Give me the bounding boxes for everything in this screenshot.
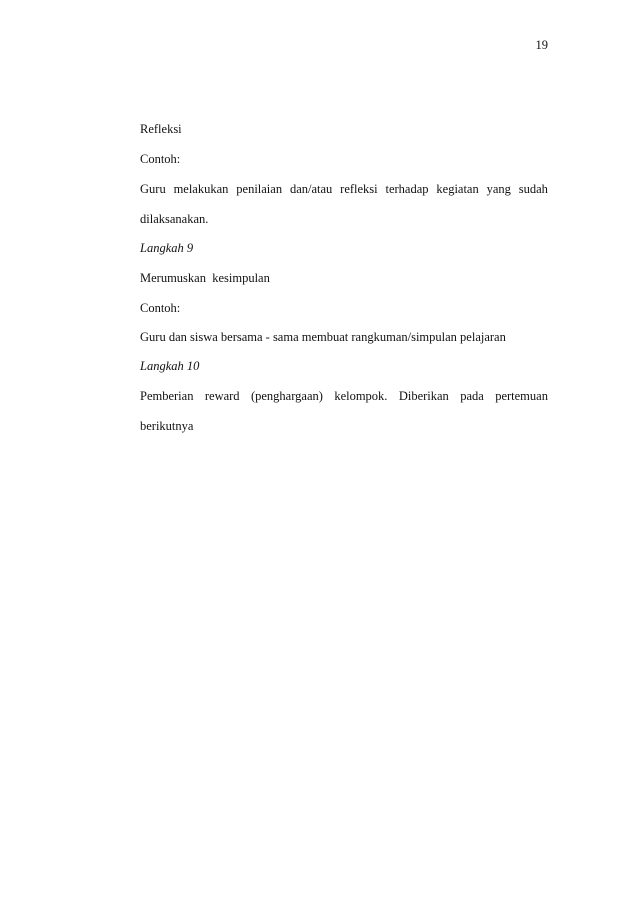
contoh-label: Contoh: xyxy=(140,152,181,166)
word: dan/atau xyxy=(289,182,333,196)
word: terhadap xyxy=(385,182,429,196)
word: reward xyxy=(204,389,240,403)
word: Pemberian xyxy=(140,389,194,403)
refleksi-heading: Refleksi xyxy=(140,122,182,136)
paragraph-2: Guru dan siswa bersama - sama membuat rangkuman/simpulan pelajaran xyxy=(140,330,506,344)
word: kelompok. xyxy=(334,389,388,403)
word: sudah xyxy=(518,182,548,196)
word: kegiatan xyxy=(436,182,479,196)
word: yang xyxy=(486,182,511,196)
word: pertemuan xyxy=(495,389,548,403)
word: Guru xyxy=(140,182,166,196)
word: (penghargaan) xyxy=(250,389,323,403)
word: melakukan xyxy=(173,182,229,196)
merumuskan-text: Merumuskan kesimpulan xyxy=(140,271,270,285)
paragraph-1-line-2: dilaksanakan. xyxy=(140,212,209,226)
paragraph-1-line-1 xyxy=(140,181,548,197)
page-number: 19 xyxy=(535,38,548,52)
contoh-label: Contoh: xyxy=(140,301,181,315)
word: refleksi xyxy=(340,182,378,196)
word: Diberikan xyxy=(398,389,449,403)
word: penilaian xyxy=(236,182,283,196)
langkah-10-heading: Langkah 10 xyxy=(140,359,200,373)
langkah-9-heading: Langkah 9 xyxy=(140,241,194,255)
paragraph-3-line-1 xyxy=(140,388,548,404)
word: pada xyxy=(460,389,484,403)
paragraph-3-line-2: berikutnya xyxy=(140,419,194,433)
